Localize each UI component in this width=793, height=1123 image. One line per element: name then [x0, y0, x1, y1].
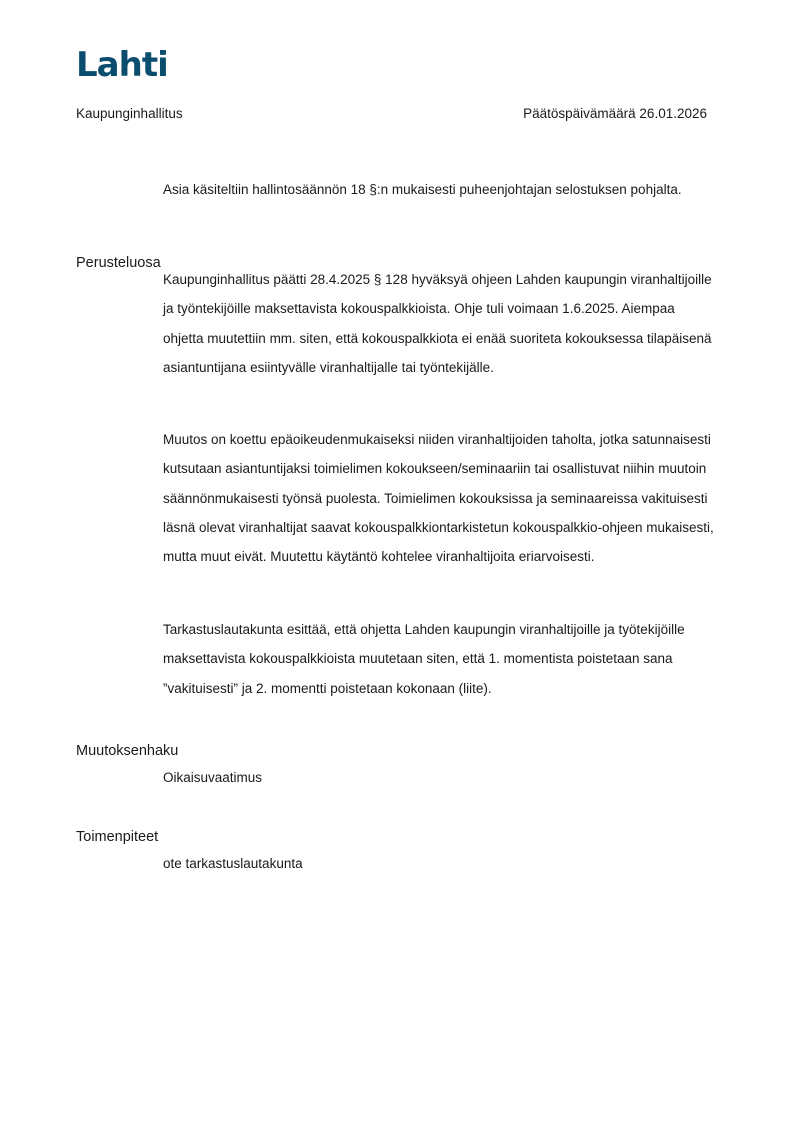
lahti-logo	[76, 46, 166, 85]
toimenpiteet-value: ote tarkastuslautakunta	[163, 856, 303, 871]
intro-paragraph: Asia käsiteltiin hallintosäännön 18 §:n mukaisesti puheenjohtajan selostuksen pohjalta.	[163, 182, 682, 197]
muutoksenhaku-value: Oikaisuvaatimus	[163, 770, 263, 785]
decision-body: Kaupunginhallitus	[76, 106, 183, 121]
section-label-toimenpiteet: Toimenpiteet	[76, 829, 159, 845]
decision-date: Päätöspäivämäärä 26.01.2026	[523, 106, 707, 121]
lahti-logo-mark	[76, 46, 166, 80]
section-label-muutoksenhaku: Muutoksenhaku	[76, 743, 179, 759]
perusteluosa-paragraph-3: Tarkastuslautakunta esittää, että ohjetta Lahden kaupungin viranhaltijoille ja työtekijöille maksettavista kokouspalkkioista muutetaan siten, että 1. momentista poistetaan sana ”vakituisesti” ja 2. momentti poistetaan kokonaan (liite).	[163, 622, 685, 696]
perusteluosa-paragraph-2: Muutos on koettu epäoikeudenmukaiseksi niiden viranhaltijoiden taholta, jotka satunnaisesti kutsutaan asiantuntijaksi toimielimen kokoukseen/seminaariin tai osallistuvat niihin muutoin säännönmukaisesti työnsä puolesta. Toimielimen kokouksissa ja seminaareissa vakituisesti läsnä olevat viranhaltijat saavat kokouspalkkiontarkistetun kokouspalkkio-ohjeen mukaisesti, mutta muut eivät. Muutettu käytäntö kohtelee viranhaltijoita eriarvoisesti.	[163, 432, 714, 565]
perusteluosa-paragraph-1: Kaupunginhallitus päätti 28.4.2025 § 128 hyväksyä ohjeen Lahden kaupungin viranhaltijoille ja työntekijöille maksettavista kokouspalkkioista. Ohje tuli voimaan 1.6.2025. Aiempaa ohjetta muutettiin mm. siten, että kokouspalkkiota ei enää suoriteta kokouksessa tilapäisenä asiantuntijana esiintyvälle viranhaltijalle tai työntekijälle.	[163, 272, 712, 375]
section-label-perusteluosa: Perusteluosa	[76, 255, 161, 271]
svg-text:Lahti: Lahti	[76, 46, 166, 80]
